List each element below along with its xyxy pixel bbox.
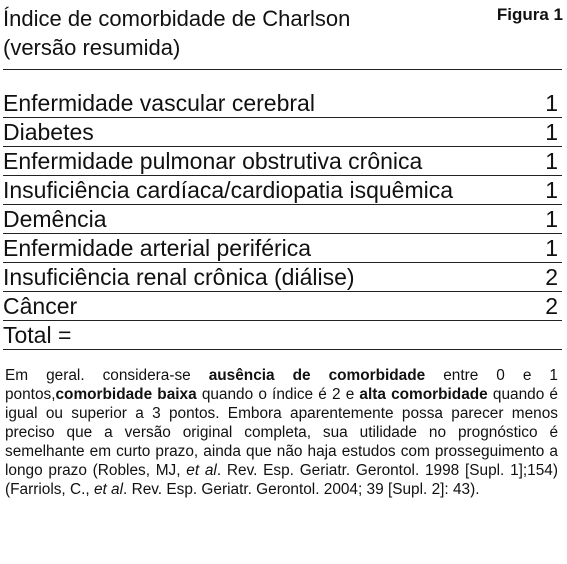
header-divider — [3, 69, 562, 70]
row-label: Câncer — [3, 293, 78, 319]
note-text: . Rev. Esp. Geriatr. Gerontol. 2004; 39 [Supl. 2]: 43). — [123, 481, 480, 498]
score-table — [3, 89, 562, 350]
table-row — [3, 89, 562, 118]
row-score: 1 — [545, 206, 558, 232]
row-label: Demência — [3, 206, 107, 232]
explanatory-note — [5, 366, 558, 499]
row-label: Enfermidade vascular cerebral — [3, 90, 315, 116]
table-row — [3, 147, 562, 176]
row-score: 1 — [545, 177, 558, 203]
note-bold: alta comorbidade — [359, 386, 488, 403]
row-label: Enfermidade arterial periférica — [3, 235, 312, 261]
row-score: 2 — [545, 293, 558, 319]
row-label: Diabetes — [3, 119, 94, 145]
row-score: 1 — [545, 148, 558, 174]
note-italic: et al — [186, 462, 217, 479]
note-text: quando o índice é 2 e — [196, 386, 360, 403]
total-label: Total = — [3, 322, 72, 348]
row-score: 1 — [545, 90, 558, 116]
table-row — [3, 205, 562, 234]
note-bold: comorbidade baixa — [55, 386, 197, 403]
table-row — [3, 292, 562, 321]
total-row — [3, 321, 562, 350]
table-row — [3, 263, 562, 292]
row-label: Insuficiência renal crônica (diálise) — [3, 264, 355, 290]
note-italic: et al — [93, 481, 124, 498]
page-title — [3, 4, 473, 62]
row-label: Enfermidade pulmonar obstrutiva crônica — [3, 148, 423, 174]
table-row — [3, 176, 562, 205]
table-row — [3, 118, 562, 147]
header — [3, 4, 563, 68]
note-text: entre 0 e 1 pontos, — [5, 367, 558, 403]
note-text: . Rev. Esp. Geriatr. Gerontol. 1998 [Supl. 1];154) (Farriols, C., — [5, 462, 558, 498]
title-line-1: Índice de comorbidade de Charlson — [3, 6, 351, 31]
table-row — [3, 234, 562, 263]
row-score: 1 — [545, 235, 558, 261]
row-label: Insuficiência cardíaca/cardiopatia isquêmica — [3, 177, 454, 203]
row-score: 1 — [545, 119, 558, 145]
figure-label: Figura 1 — [496, 5, 563, 24]
note-text: quando é igual ou superior a 3 pontos. Embora aparentemente possa parecer menos preciso que a versão original completa, sua utilidade no prognóstico é semelhante em curto prazo, ainda que não haja estudos com prosseguimento a longo prazo (Robles, MJ, — [5, 386, 558, 479]
note-bold: ausência de comorbidade — [208, 367, 426, 384]
note-text: Em geral. considera-se — [5, 367, 209, 384]
title-line-2: (versão resumida) — [3, 35, 181, 60]
row-score: 2 — [545, 264, 558, 290]
